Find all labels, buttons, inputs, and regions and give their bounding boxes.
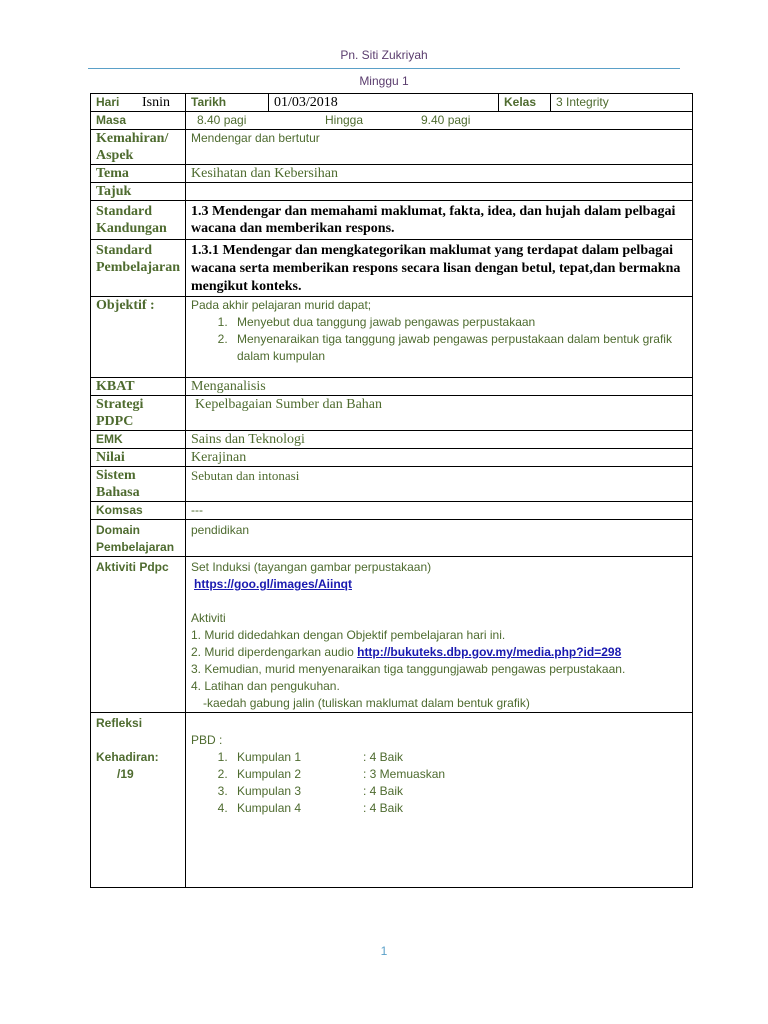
- table-row: [91, 165, 693, 183]
- masa-label: Masa: [91, 112, 186, 130]
- group-name: Kumpulan 3: [237, 784, 302, 798]
- table-row: [91, 297, 693, 378]
- standard-kandungan-value: 1.3 Mendengar dan memahami maklumat, fakta, idea, dan hujah dalam pelbagai wacana dan memberikan respons.: [186, 201, 693, 240]
- sk-label-line1: Standard: [96, 204, 153, 219]
- domain-label-line1: Domain: [96, 523, 141, 537]
- table-row: [91, 378, 693, 396]
- kemahiran-label: [91, 130, 186, 165]
- objektif-cell: [186, 297, 693, 378]
- pbd-label: PBD :: [191, 733, 223, 747]
- sp-label-line1: Standard: [96, 243, 153, 258]
- group-name: Kumpulan 1: [237, 750, 302, 764]
- aktiviti-label: Aktiviti Pdpc: [91, 557, 186, 713]
- aktiviti-step-2-text: 2. Murid diperdengarkan audio: [191, 645, 358, 659]
- kelas-value: 3 Integrity: [550, 94, 692, 111]
- masa-cell: [186, 112, 693, 130]
- table-row: [91, 449, 693, 467]
- table-row: [91, 112, 693, 130]
- emk-label: EMK: [91, 431, 186, 449]
- table-row: [91, 240, 693, 297]
- objektif-label: Objektif :: [91, 297, 186, 378]
- refleksi-label-cell: [91, 713, 186, 888]
- masa-hingga: Hingga: [325, 113, 364, 127]
- table-row: [91, 130, 693, 165]
- emk-value: Sains dan Teknologi: [186, 431, 693, 449]
- list-item: 1. Menyebut dua tanggung jawab pengawas perpustakaan: [231, 314, 687, 331]
- teacher-name: Pn. Siti Zukriyah: [340, 48, 428, 62]
- tajuk-label: Tajuk: [91, 183, 186, 201]
- week-label: Minggu 1: [359, 74, 409, 88]
- kelas-label: Kelas: [498, 94, 550, 111]
- kehadiran-label: Kehadiran:: [96, 750, 159, 764]
- group-result: : 4 Baik: [363, 750, 404, 764]
- strategi-label: [91, 396, 186, 431]
- audio-link[interactable]: http://bukuteks.dbp.gov.my/media.php?id=298: [357, 645, 622, 659]
- sistem-bahasa-label: [91, 467, 186, 502]
- lesson-plan-table: [90, 93, 693, 888]
- table-row: [91, 94, 693, 112]
- hari-label: Hari: [96, 95, 120, 109]
- list-item: [231, 800, 687, 817]
- kehadiran-count: /19: [117, 767, 134, 781]
- sk-label-line2: Kandungan: [96, 221, 167, 236]
- tema-label: Tema: [91, 165, 186, 183]
- group-name: Kumpulan 4: [237, 801, 302, 815]
- aktiviti-step-4: 4. Latihan dan pengukuhan.: [191, 679, 340, 693]
- aktiviti-step-2: [191, 644, 687, 661]
- table-row: [91, 467, 693, 502]
- objektif-intro: Pada akhir pelajaran murid dapat;: [191, 298, 372, 312]
- aktiviti-step-4-sub: -kaedah gabung jalin (tuliskan maklumat dalam bentuk grafik): [203, 696, 530, 710]
- komsas-label: Komsas: [91, 502, 186, 520]
- table-row: [91, 431, 693, 449]
- table-row: [91, 713, 693, 888]
- nilai-value: Kerajinan: [186, 449, 693, 467]
- kemahiran-label-line1: Kemahiran/: [96, 131, 169, 146]
- objektif-list: [191, 314, 687, 365]
- list-item: [231, 783, 687, 800]
- domain-label: [91, 520, 186, 557]
- pbd-list: [191, 749, 687, 817]
- aktiviti-step-1: 1. Murid didedahkan dengan Objektif pembelajaran hari ini.: [191, 628, 506, 642]
- group-result: : 3 Memuaskan: [363, 767, 446, 781]
- aktiviti-cell: [186, 557, 693, 713]
- domain-value: pendidikan: [186, 520, 693, 557]
- induksi-link[interactable]: https://goo.gl/images/Aiinqt: [194, 577, 352, 591]
- tema-value: Kesihatan dan Kebersihan: [186, 165, 693, 183]
- table-row: [91, 201, 693, 240]
- strategi-label-line1: Strategi: [96, 397, 144, 412]
- kbat-value: Menganalisis: [186, 378, 693, 396]
- refleksi-cell: [186, 713, 693, 888]
- domain-label-line2: Pembelajaran: [96, 540, 175, 554]
- strategi-value: Kepelbagaian Sumber dan Bahan: [186, 396, 693, 431]
- table-row: [91, 520, 693, 557]
- hari-cell: [91, 94, 186, 112]
- table-row: [91, 502, 693, 520]
- masa-start: 8.40 pagi: [197, 113, 247, 127]
- sistem-bahasa-value: Sebutan dan intonasi: [186, 467, 693, 502]
- hari-value: Isnin: [142, 95, 170, 110]
- refleksi-label: Refleksi: [96, 716, 143, 730]
- tarikh-kelas-cell: [186, 94, 693, 112]
- table-row: [91, 557, 693, 713]
- group-name: Kumpulan 2: [237, 767, 302, 781]
- kemahiran-label-line2: Aspek: [96, 148, 134, 163]
- masa-end: 9.40 pagi: [421, 113, 471, 127]
- standard-pembelajaran-label: [91, 240, 186, 297]
- group-result: : 4 Baik: [363, 801, 404, 815]
- strategi-label-line2: PDPC: [96, 414, 134, 429]
- kemahiran-value: Mendengar dan bertutur: [186, 130, 693, 165]
- list-item: 2. Menyenaraikan tiga tanggung jawab pengawas perpustakaan dalam bentuk grafik dalam kumpulan: [231, 331, 687, 365]
- aktiviti-heading: Aktiviti: [191, 611, 226, 625]
- sb-label-line2: Bahasa: [96, 485, 140, 500]
- standard-kandungan-label: [91, 201, 186, 240]
- page-number: 1: [380, 944, 388, 958]
- sp-label-line2: Pembelajaran: [96, 260, 180, 275]
- list-item: [231, 749, 687, 766]
- komsas-value: ---: [186, 502, 693, 520]
- list-item: [231, 766, 687, 783]
- standard-pembelajaran-value: 1.3.1 Mendengar dan mengkategorikan maklumat yang terdapat dalam pelbagai wacana serta memberikan respons secara lisan dengan betul, tepat,dan bermakna mengikut konteks.: [186, 240, 693, 297]
- table-row: [91, 183, 693, 201]
- table-row: [91, 396, 693, 431]
- group-result: : 4 Baik: [363, 784, 404, 798]
- tarikh-label: Tarikh: [191, 95, 227, 109]
- header-rule: [88, 68, 680, 69]
- tarikh-value: 01/03/2018: [268, 94, 498, 111]
- tajuk-value: [186, 183, 693, 201]
- kbat-label: KBAT: [91, 378, 186, 396]
- aktiviti-step-3: 3. Kemudian, murid menyenaraikan tiga tanggungjawab pengawas perpustakaan.: [191, 662, 626, 676]
- sb-label-line1: Sistem: [96, 468, 136, 483]
- nilai-label: Nilai: [91, 449, 186, 467]
- set-induksi-text: Set Induksi (tayangan gambar perpustakaan): [191, 560, 432, 574]
